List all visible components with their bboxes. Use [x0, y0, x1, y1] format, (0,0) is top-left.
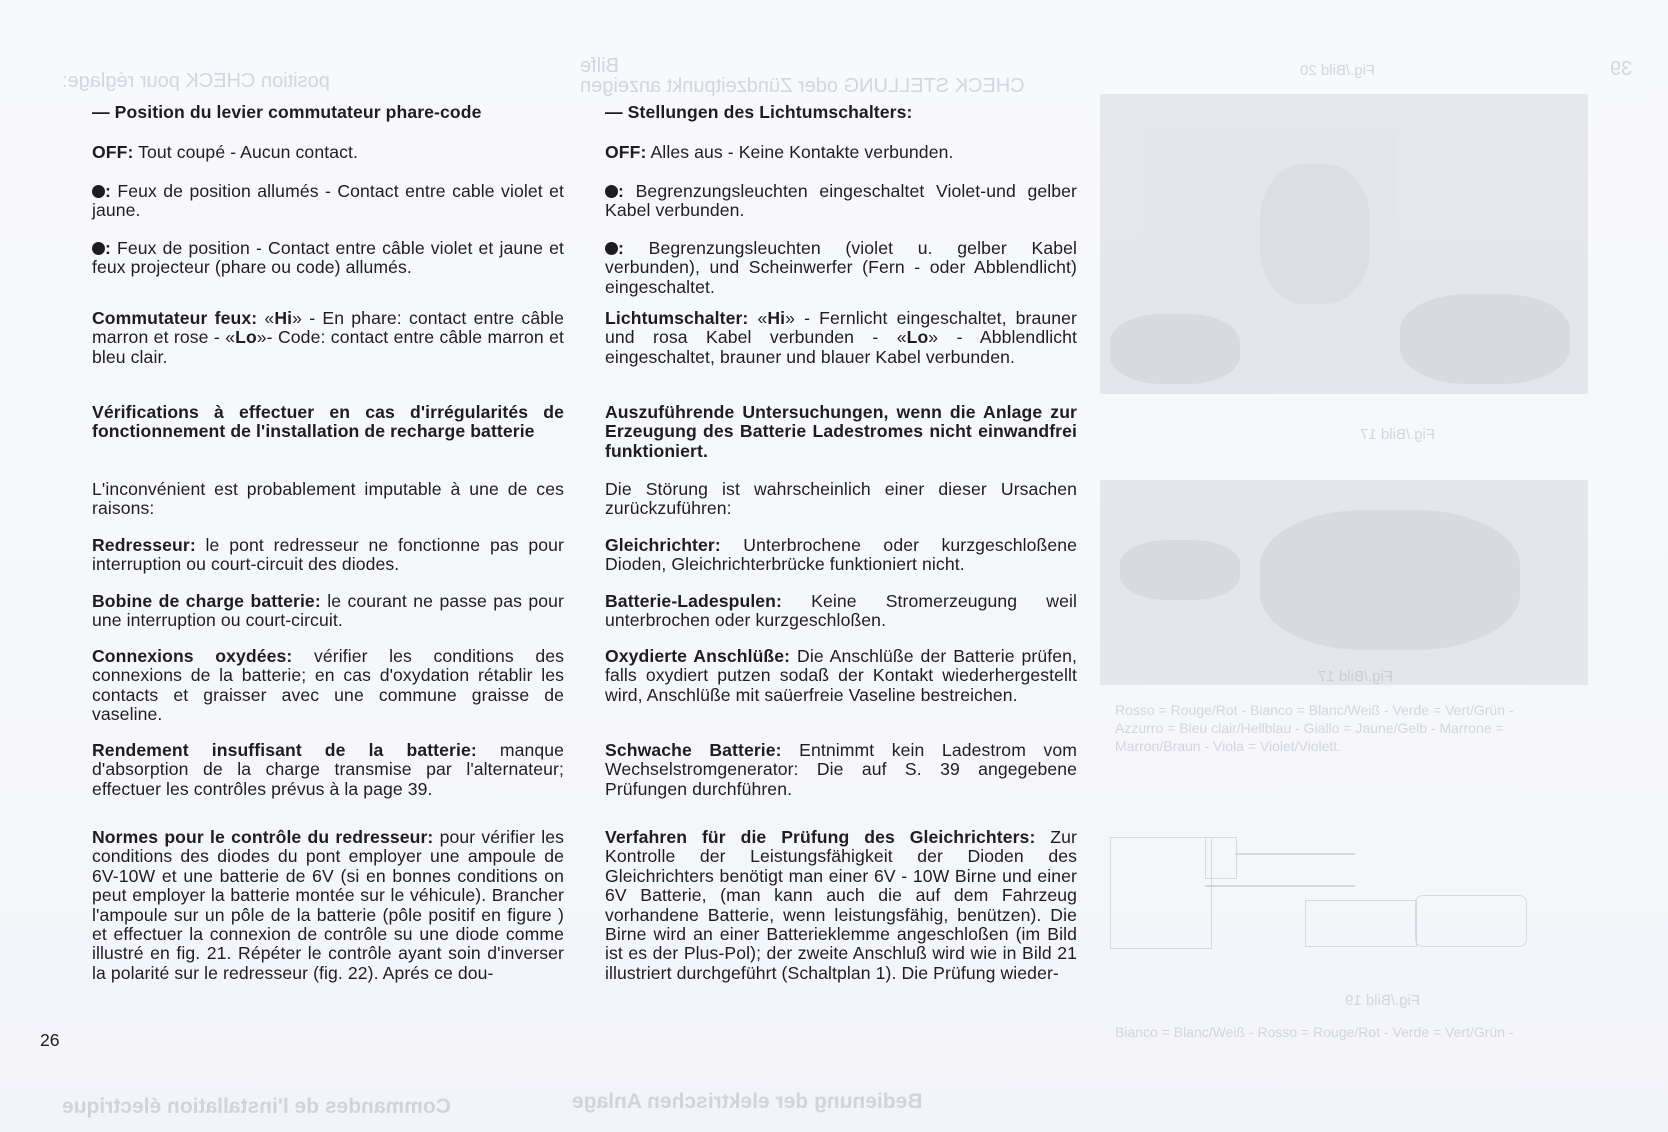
bleed-through-line: [1205, 885, 1355, 887]
bleed-through-figure: [1100, 480, 1588, 685]
intro-paragraph: Die Störung ist wahrscheinlich einer dieser Ursachen zurückzuführen:: [605, 479, 1077, 519]
item-connexions: Connexions oxydées: vérifier les conditions des connexions de la batterie; en cas d'oxydation rétablir les contacts et graisser avec une commune graisse de vaseline.: [92, 646, 564, 725]
bleed-through-schematic: [1205, 837, 1237, 879]
untersuchungen-heading: Auszuführende Untersuchungen, wenn die Anlage zur Erzeugung des Batterie Ladestromes nicht einwandfrei funktioniert.: [605, 402, 1077, 461]
bleed-through-text: Fig./Bild 20: [1300, 62, 1376, 79]
lichtumschalter: Lichtumschalter: «Hi» - Fernlicht eingeschaltet, brauner und rosa Kabel verbunden - «Lo» - Abblendlicht eingeschaltet, brauner und blauer Kabel verbunden.: [605, 308, 1077, 367]
bleed-through-text: Rosso = Rouge/Rot - Bianco = Blanc/Weiß - Verde = Vert/Grün -: [1115, 702, 1514, 718]
bleed-through-text: Azzurro = Bleu clair/Hellblau - Giallo = Jaune/Gelb - Marrone =: [1115, 720, 1504, 736]
bullet-icon: [92, 242, 105, 255]
bleed-through-text: Marron/Braun - Viola = Violet/Violett.: [1115, 738, 1342, 754]
position-2: : Begrenzungsleuchten (violet u. gelber Kabel verbunden), und Scheinwerfer (Fern - oder Abblendlicht) eingeschaltet.: [605, 238, 1077, 297]
bleed-through-text: position CHECK pour réglage:: [62, 70, 330, 92]
bullet-icon: [605, 242, 618, 255]
verifications-heading: Vérifications à effectuer en cas d'irrégularités de fonctionnement de l'installation de recharge batterie: [92, 402, 564, 442]
bleed-through-text: 39: [1610, 58, 1633, 80]
position-1: : Begrenzungsleuchten eingeschaltet Violet-und gelber Kabel verbunden.: [605, 181, 1077, 221]
bullet-icon: [92, 185, 105, 198]
item-verfahren: Verfahren für die Prüfung des Gleichrichters: Zur Kontrolle der Leistungsfähigkeit der Dioden des Gleichrichters benötigt man einer 6V - 10W Birne und einer 6V Batterie, (man kann auch die auf dem Fahrzeug vorhandene Batterie, wenn leistungsfähig, benützen). Die Birne wird an einer Batterieklemme angeschloßen (im Bild ist es der Plus-Pol); der zweite Anschluß wird wie in Bild 21 illustriert durchgeführt (Schaltplan 1). Die Prüfung wieder-: [605, 827, 1077, 983]
off-position: OFF: Tout coupé - Aucun contact.: [92, 142, 358, 162]
item-anschluesse: Oxydierte Anschlüße: Die Anschlüße der Batterie prüfen, falls oxydiert putzen sodaß der Kontakt wiederhergestellt wird, Anschlüße mit saüerfreie Vaseline bestreichen.: [605, 646, 1077, 705]
page-number: 26: [40, 1030, 60, 1050]
section-heading: — Stellungen des Lichtumschalters:: [605, 102, 913, 122]
bleed-through-text: Bedienung der elektrischen Anlage: [572, 1090, 923, 1113]
bleed-through-text: Fig./Bild 17: [1360, 426, 1436, 443]
bleed-through-figure: [1100, 94, 1588, 394]
bleed-through-schematic: [1415, 895, 1527, 947]
bleed-through-text: Commandes de l'installation électrique: [62, 1095, 451, 1118]
intro-paragraph: L'inconvénient est probablement imputable à une de ces raisons:: [92, 479, 564, 519]
item-ladespulen: Batterie-Ladespulen: Keine Stromerzeugung weil unterbrochen oder kurzgeschloßen.: [605, 591, 1077, 631]
commutateur-feux: Commutateur feux: «Hi» - En phare: contact entre câble marron et rose - «Lo»- Code: contact entre câble marron et bleu clair.: [92, 308, 564, 367]
item-rendement: Rendement insuffisant de la batterie: manque d'absorption de la charge transmise par l'alternateur; effectuer les contrôles prévus à la page 39.: [92, 740, 565, 799]
item-gleichrichter: Gleichrichter: Unterbrochene oder kurzgeschloßene Dioden, Gleichrichterbrücke funktioniert nicht.: [605, 535, 1077, 575]
item-bobine: Bobine de charge batterie: le courant ne passe pas pour une interruption ou court-circuit.: [92, 591, 564, 631]
bleed-through-text: Fig./Bild 19: [1345, 992, 1421, 1009]
bleed-through-text: CHECK STELLUNG oder Zündzeitpunkt anzeigen: [580, 75, 1025, 97]
bleed-through-schematic: [1305, 900, 1417, 947]
bleed-through-text: Bianco = Blanc/Weiß - Rosso = Rouge/Rot - Verde = Vert/Grün -: [1115, 1024, 1514, 1040]
bullet-icon: [605, 185, 618, 198]
section-heading: — Position du levier commutateur phare-code: [92, 102, 482, 122]
bleed-through-schematic: [1110, 837, 1212, 949]
item-schwache-batterie: Schwache Batterie: Entnimmt kein Ladestrom vom Wechselstromgenerator: Die auf S. 39 angegebene Prüfungen durchführen.: [605, 740, 1077, 799]
item-redresseur: Redresseur: le pont redresseur ne fonctionne pas pour interruption ou court-circuit des diodes.: [92, 535, 564, 575]
item-normes: Normes pour le contrôle du redresseur: pour vérifier les conditions des diodes du pont employer une ampoule de 6V-10W et une batterie de 6V (si en bonnes conditions on peut employer la batterie montée sur le véhicule). Brancher l'ampoule sur un pôle de la batterie (pôle positif en figure ) et effectuer la connexion de contrôle su une diode comme illustré en fig. 21. Répéter le contrôle ayant soin d'inverser la polarité sur le redresseur (fig. 22). Aprés ce dou-: [92, 827, 564, 983]
bleed-through-text: Bilfe: [580, 55, 619, 77]
position-1: : Feux de position allumés - Contact entre cable violet et jaune.: [92, 181, 564, 221]
bleed-through-text: Fig./Bild 17: [1318, 668, 1394, 685]
position-2: : Feux de position - Contact entre câble violet et jaune et feux projecteur (phare ou code) allumés.: [92, 238, 564, 278]
off-position: OFF: Alles aus - Keine Kontakte verbunden.: [605, 142, 954, 162]
bleed-through-line: [1235, 853, 1355, 855]
